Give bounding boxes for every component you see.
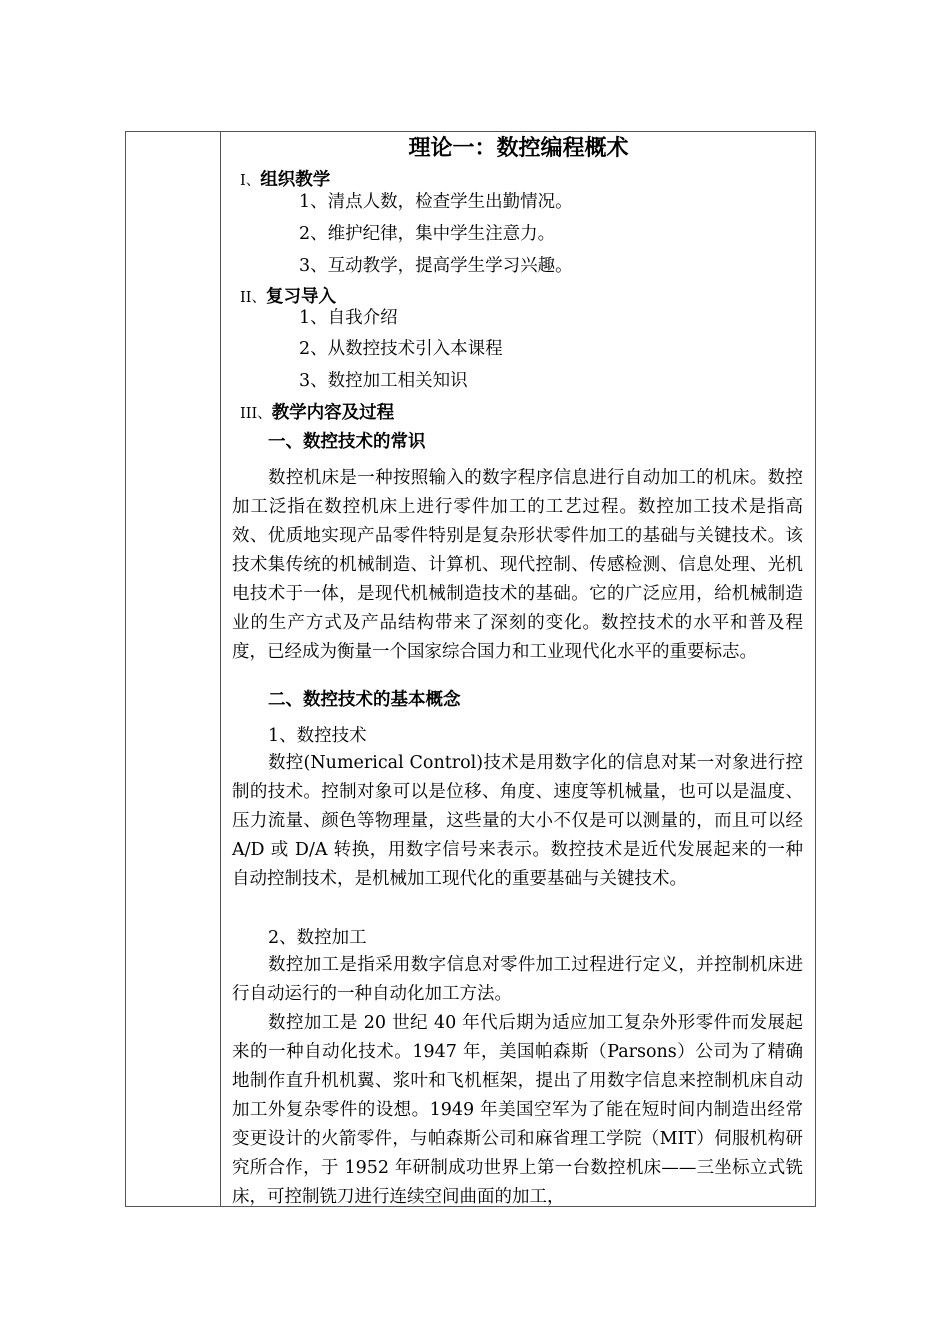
paragraph-1: 数控机床是一种按照输入的数字程序信息进行自动加工的机床。数控加工泛指在数控机床上进行零件加工的工艺过程。数控加工技术是指高效、优质地实现产品零件特别是复杂形状零件加工的基础与关键技术。该技术集传统的机械制造、计算机、现代控制、传感检测、信息处理、光机电技术于一体，是现代机械制造技术的基础。它的广泛应用，给机械制造业的生产方式及产品结构带来了深刻的变化。数控技术的水平和普及程度，已经成为衡量一个国家综合国力和工业现代化水平的重要标志。: [232, 468, 803, 662]
paragraph-4: 数控加工是 20 世纪 40 年代后期为适应加工复杂外形零件而发展起来的一种自动化技术。1947 年，美国帕森斯（Parsons）公司为了精确地制作直升机机翼、浆叶和飞机框架，提出了用数字信息来控制机床自动加工外复杂零件的设想。1949 年美国空军为了能在短时间内制造出经常变更设计的火箭零件，与帕森斯公司和麻省理工学院（MIT）伺服机构研究所合作，于 1952 年研制成功世界上第一台数控机床——三坐标立式铣床，可控制铣刀进行连续空间曲面的加工，: [232, 1013, 803, 1207]
lesson-table: [125, 131, 816, 1207]
subheading-1: 一、数控技术的常识: [268, 432, 426, 452]
section-heading-1: I、组织教学: [240, 170, 331, 190]
content-column: [222, 132, 815, 1206]
left-column: [126, 132, 221, 1206]
list-item: 2、从数控技术引入本课程: [299, 339, 503, 359]
paragraph-3: 数控加工是指采用数字信息对零件加工过程进行定义，并控制机床进行自动运行的一种自动化加工方法。: [232, 955, 803, 1004]
item-heading-1: 1、数控技术: [268, 726, 367, 746]
subheading-2: 二、数控技术的基本概念: [268, 690, 461, 710]
list-item: 3、互动教学，提高学生学习兴趣。: [299, 256, 573, 276]
section-heading-3: III、教学内容及过程: [240, 403, 395, 423]
item-heading-2: 2、数控加工: [268, 928, 367, 948]
list-item: 2、维护纪律，集中学生注意力。: [299, 224, 556, 244]
page-title: 理论一：数控编程概术: [408, 135, 629, 161]
paragraph-2: 数控(Numerical Control)技术是用数字化的信息对某一对象进行控制的技术。控制对象可以是位移、角度、速度等机械量，也可以是温度、压力流量、颜色等物理量，这些量的大小不仅是可以测量的，而且可以经 A/D 或 D/A 转换，用数字信号来表示。数控技术是近代发展起来的一种自动控制技术，是机械加工现代化的重要基础与关键技术。: [232, 753, 803, 889]
section-heading-2: II、复习导入: [240, 287, 336, 307]
list-item: 3、数控加工相关知识: [299, 371, 468, 391]
list-item: 1、自我介绍: [299, 308, 398, 328]
list-item: 1、清点人数，检查学生出勤情况。: [299, 192, 573, 212]
